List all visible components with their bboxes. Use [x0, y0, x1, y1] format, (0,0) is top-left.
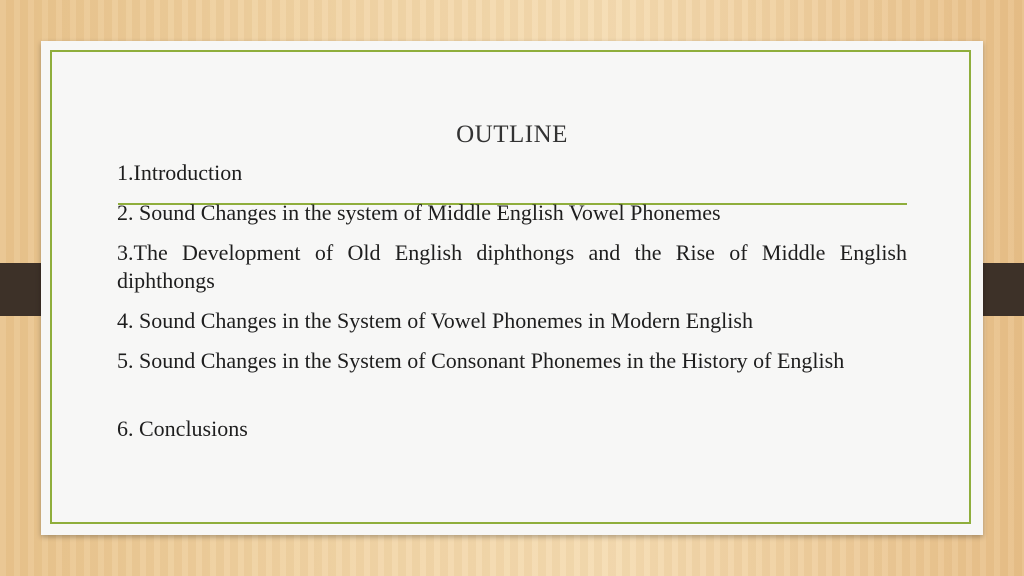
outline-item-introduction: 1.Introduction [117, 160, 243, 185]
outline-item-conclusions: 6. Conclusions [117, 416, 248, 441]
outline-item-consonants: 5. Sound Changes in the System of Consonant Phonemes in the History of English [117, 348, 845, 373]
outline-item-diphthongs: 3.The Development of Old English diphthongs and the Rise of Middle English diphthongs [117, 240, 907, 293]
outline-item-middle-english-vowels: 2. Sound Changes in the system of Middle English Vowel Phonemes [117, 200, 721, 225]
outline-item-modern-english-vowels: 4. Sound Changes in the System of Vowel Phonemes in Modern English [117, 308, 753, 333]
slide-card [41, 41, 983, 535]
slide-title: OUTLINE [456, 121, 568, 148]
